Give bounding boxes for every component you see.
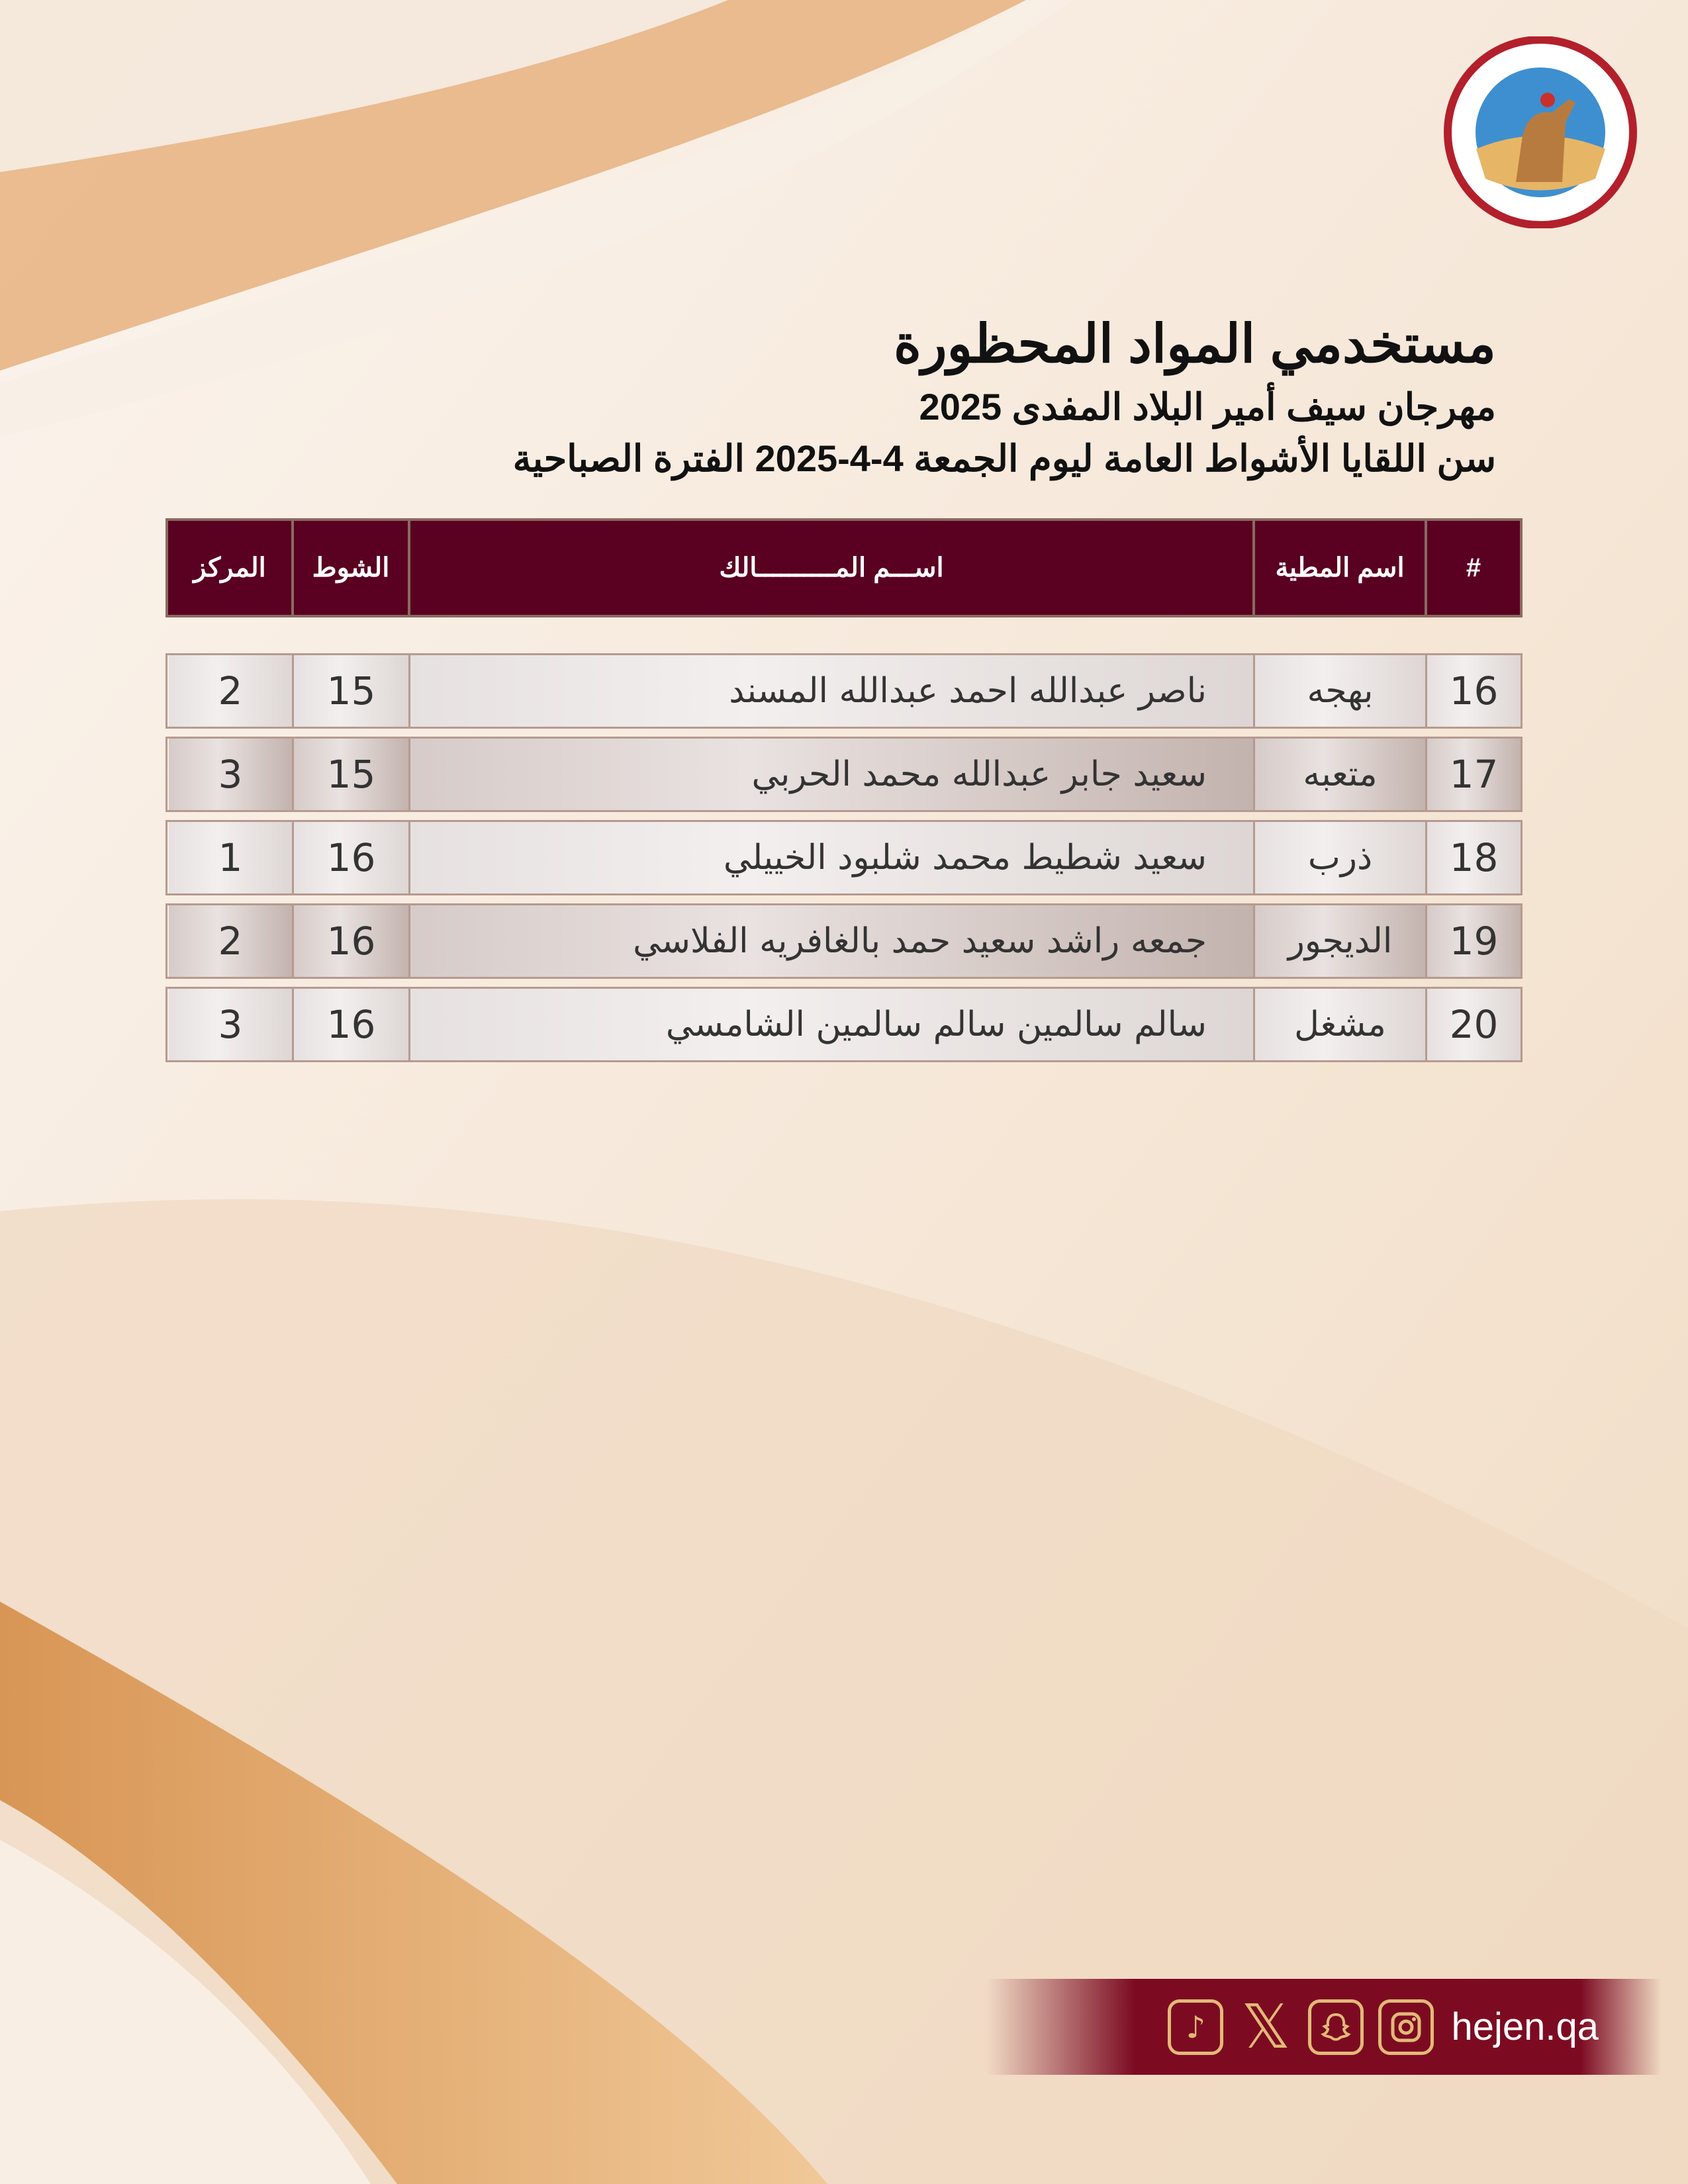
header-round: الشوط bbox=[291, 521, 408, 615]
row-owner: سعيد جابر عبدالله محمد الحربي bbox=[408, 739, 1253, 810]
row-camel-name: مشغل bbox=[1253, 989, 1425, 1060]
row-rank: 1 bbox=[169, 822, 292, 893]
table-row bbox=[165, 737, 1523, 812]
row-camel-name: ذرب bbox=[1253, 822, 1425, 893]
row-owner: ناصر عبدالله احمد عبدالله المسند bbox=[408, 655, 1253, 727]
table-row bbox=[165, 653, 1523, 729]
x-icon[interactable]: 𝕏 bbox=[1241, 1991, 1291, 2062]
row-camel-name: متعبه bbox=[1253, 739, 1425, 810]
header-owner: اســـم المــــــــــالك bbox=[408, 521, 1252, 615]
row-owner: سالم سالمين سالم سالمين الشامسي bbox=[408, 989, 1253, 1060]
row-round: 15 bbox=[292, 739, 408, 810]
table-row bbox=[165, 903, 1523, 979]
tiktok-icon[interactable]: ♪ bbox=[1168, 1999, 1223, 2055]
social-links bbox=[1168, 1991, 1434, 2062]
row-owner: جمعه راشد سعيد حمد بالغافريه الفلاسي bbox=[408, 905, 1253, 977]
row-number: 17 bbox=[1425, 739, 1521, 810]
row-owner: سعيد شطيط محمد شلبود الخييلي bbox=[408, 822, 1253, 893]
row-round: 16 bbox=[292, 822, 408, 893]
title-block bbox=[238, 311, 1496, 484]
row-number: 18 bbox=[1425, 822, 1521, 893]
row-round: 15 bbox=[292, 655, 408, 727]
event-subtitle: مهرجان سيف أمير البلاد المفدى 2025 bbox=[919, 386, 1496, 428]
hejen-racing-committee-logo bbox=[1436, 36, 1645, 228]
row-rank: 2 bbox=[169, 655, 292, 727]
footer-banner bbox=[986, 1979, 1662, 2075]
table-row bbox=[165, 820, 1523, 895]
instagram-icon[interactable] bbox=[1378, 1999, 1434, 2055]
website-link[interactable]: hejen.qa bbox=[1451, 2005, 1599, 2048]
row-number: 20 bbox=[1425, 989, 1521, 1060]
table-row bbox=[165, 987, 1523, 1062]
session-subtitle: سن اللقايا الأشواط العامة ليوم الجمعة 4-4-2025 الفترة الصباحية bbox=[512, 437, 1496, 479]
row-number: 16 bbox=[1425, 655, 1521, 727]
header-camel-name: اسم المطية bbox=[1252, 521, 1425, 615]
row-rank: 3 bbox=[169, 739, 292, 810]
row-rank: 2 bbox=[169, 905, 292, 977]
results-table bbox=[165, 518, 1523, 1062]
row-camel-name: الديجور bbox=[1253, 905, 1425, 977]
row-round: 16 bbox=[292, 989, 408, 1060]
header-rank: المركز bbox=[193, 553, 266, 582]
row-number: 19 bbox=[1425, 905, 1521, 977]
snapchat-icon[interactable] bbox=[1308, 1999, 1364, 2055]
page-title: مستخدمي المواد المحظورة bbox=[894, 314, 1496, 373]
header-number: # bbox=[1425, 521, 1520, 615]
row-round: 16 bbox=[292, 905, 408, 977]
row-rank: 3 bbox=[169, 989, 292, 1060]
row-camel-name: بهجه bbox=[1253, 655, 1425, 727]
table-header bbox=[165, 518, 1523, 617]
